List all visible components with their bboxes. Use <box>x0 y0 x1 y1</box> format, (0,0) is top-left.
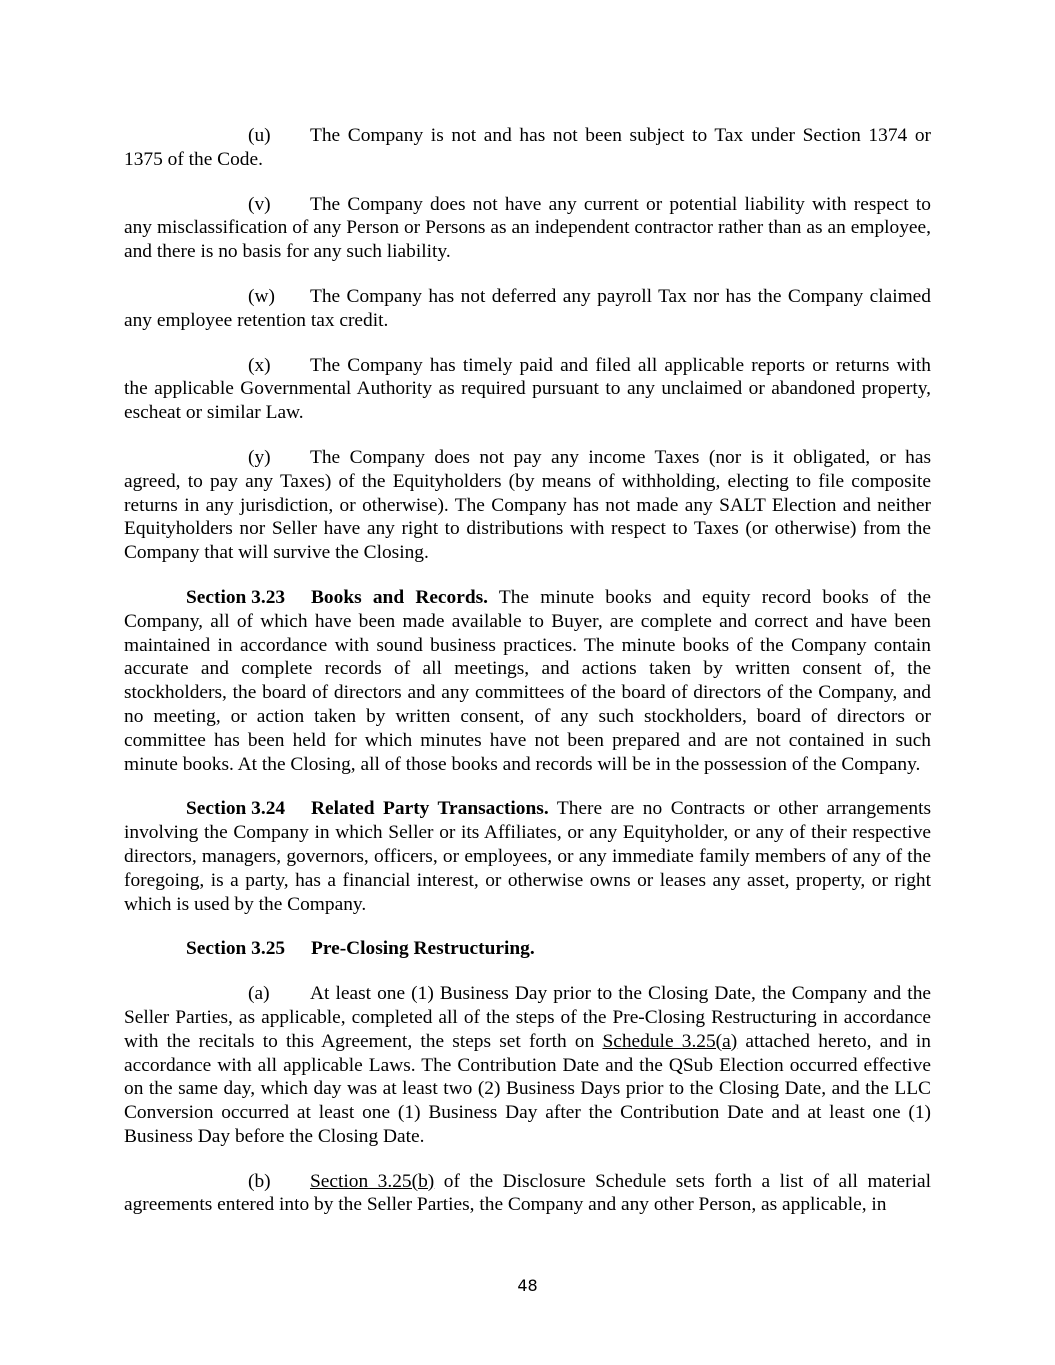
paragraph-w <box>124 285 931 333</box>
section-number: Section 3.25 <box>186 938 286 960</box>
document-page <box>124 124 931 1238</box>
section-3-25 <box>124 937 931 961</box>
paragraph-label: (a) <box>248 983 270 1005</box>
paragraph-text: At least one (1) Business Day prior to the Closing Date, the Company and the Seller Parties, as applicable, completed all of the steps of the Pre-Closing Restructuring in accordance with the recitals to this Agreement, the steps set forth on <box>124 983 931 1052</box>
section-title: Books and Records. <box>311 586 489 608</box>
paragraph-label: (y) <box>248 446 271 468</box>
paragraph-x <box>124 354 931 425</box>
section-text: The minute books and equity record books of the Company, all of which have been made available to Buyer, are complete and correct and have been maintained in accordance with sound business practices. The minute books of the Company contain accurate and complete records of all meetings, and actions taken by written consent of, the stockholders, the board of directors and any committees of the board of directors of the Company, and no meeting, or action taken by written consent, of any such stockholders, board of directors or committee has been held for which minutes have not been prepared and are not contained in such minute books. At the Closing, all of those books and records will be in the possession of the Company. <box>124 586 932 775</box>
paragraph-u <box>124 124 931 172</box>
paragraph-label: (w) <box>248 285 275 307</box>
paragraph-text: The Company does not have any current or potential liability with respect to any misclassification of any Person or Persons as an independent contractor rather than as an employee, and there is no basis for any such liability. <box>124 193 931 263</box>
section-reference-link: Section 3.25(b) <box>310 1170 435 1192</box>
paragraph-3-25-a <box>124 982 931 1149</box>
section-title: Related Party Transactions. <box>311 798 549 820</box>
paragraph-text: The Company is not and has not been subject to Tax under Section 1374 or 1375 of the Code. <box>124 125 931 170</box>
paragraph-y <box>124 446 931 565</box>
section-number: Section 3.24 <box>186 798 286 820</box>
paragraph-text: of the Disclosure Schedule sets forth a list of all material agreements entered into by the Seller Parties, the Company and any other Person, as applicable, in <box>124 1170 931 1216</box>
section-number: Section 3.23 <box>186 586 286 608</box>
paragraph-label: (x) <box>248 354 271 376</box>
paragraph-v <box>124 193 931 264</box>
page-number: 48 <box>517 1276 538 1295</box>
section-text: There are no Contracts or other arrangements involving the Company in which Seller or its Affiliates, or any Equityholder, or any of their respective directors, managers, governors, officers, or employees, or any immediate family members of any of the foregoing, is a party, has a financial interest, or otherwise owns or leases any asset, property, or right which is used by the Company. <box>124 798 931 915</box>
section-3-23 <box>124 586 931 776</box>
paragraph-label: (b) <box>248 1170 271 1192</box>
paragraph-label: (u) <box>248 125 271 146</box>
section-3-24 <box>124 797 931 916</box>
paragraph-text: The Company does not pay any income Taxes (nor is it obligated, or has agreed, to pay any Taxes) of the Equityholders (by means of withholding, electing to file composite returns in any jurisdiction, or otherwise). The Company has not made any SALT Election and neither Equityholders nor Seller have any right to distributions with respect to Taxes (or otherwise) from the Company that will survive the Closing. <box>124 446 931 564</box>
section-title: Pre-Closing Restructuring. <box>311 938 535 960</box>
paragraph-text: The Company has not deferred any payroll Tax nor has the Company claimed any employee retention tax credit. <box>124 285 931 331</box>
paragraph-label: (v) <box>248 193 271 215</box>
paragraph-3-25-b <box>124 1170 931 1218</box>
schedule-reference-link: Schedule 3.25(a) <box>602 1030 738 1052</box>
paragraph-text: The Company has timely paid and filed all applicable reports or returns with the applicable Governmental Authority as required pursuant to any unclaimed or abandoned property, escheat or similar Law. <box>124 354 931 424</box>
paragraph-text-continued: attached hereto, and in accordance with all applicable Laws. The Contribution Date and the QSub Election occurred effective on the same day, which day was at least two (2) Business Days prior to the Closing Date, and the LLC Conversion occurred at least one (1) Business Day after the Contribution Date and at least one (1) Business Day before the Closing Date. <box>124 1030 931 1147</box>
